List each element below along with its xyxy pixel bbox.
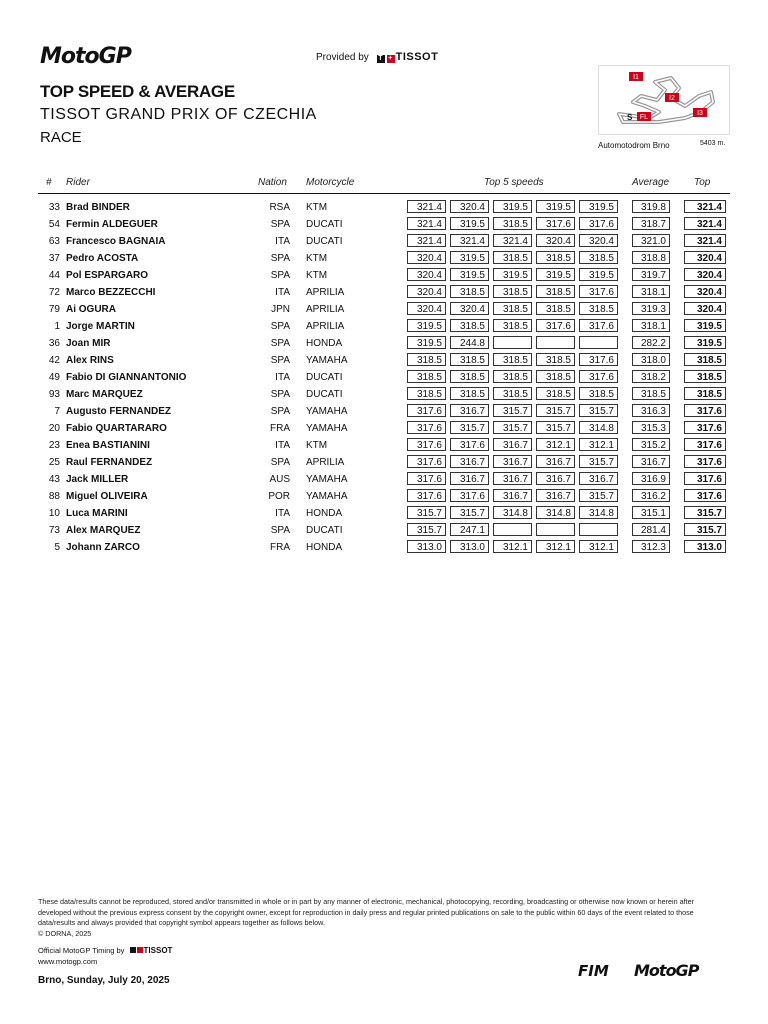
copyright: © DORNA, 2025 — [38, 928, 92, 938]
session-name: RACE — [40, 129, 82, 146]
motorcycle: APRILIA — [306, 304, 345, 315]
speed-cell: 315.7 — [536, 421, 575, 434]
speed-cell: 244.8 — [450, 336, 489, 349]
table-row — [0, 352, 768, 369]
speed-cell: 315.7 — [579, 489, 618, 502]
page-title: TOP SPEED & AVERAGE — [40, 82, 235, 101]
rider-name: Johann ZARCO — [66, 542, 140, 553]
rider-name: Brad BINDER — [66, 202, 130, 213]
speed-cell: 317.6 — [579, 370, 618, 383]
table-row — [0, 301, 768, 318]
average-speed: 315.3 — [632, 421, 670, 434]
fim-logo: FIM — [578, 962, 609, 980]
rider-nation: SPA — [270, 253, 290, 264]
rider-nation: AUS — [269, 474, 290, 485]
speed-cell: 314.8 — [579, 421, 618, 434]
col-average: Average — [632, 177, 670, 188]
speed-cell: 317.6 — [579, 319, 618, 332]
speed-cell: 316.7 — [493, 472, 532, 485]
motorcycle: KTM — [306, 440, 328, 451]
speed-cell — [579, 336, 618, 349]
speed-cell: 316.7 — [579, 472, 618, 485]
rider-number: 42 — [48, 355, 60, 366]
speed-cell: 314.8 — [536, 506, 575, 519]
rider-nation: SPA — [270, 406, 290, 417]
rider-number: 54 — [48, 219, 60, 230]
timing-label: Official MotoGP Timing by — [38, 946, 125, 955]
speed-cell: 315.7 — [493, 404, 532, 417]
top-speed: 320.4 — [684, 251, 726, 264]
motorcycle: DUCATI — [306, 525, 343, 536]
speed-cell: 318.5 — [407, 353, 446, 366]
speed-cell: 320.4 — [536, 234, 575, 247]
speed-cell: 317.6 — [579, 353, 618, 366]
average-speed: 312.3 — [632, 540, 670, 553]
speed-cell: 314.8 — [579, 506, 618, 519]
rider-number: 20 — [48, 423, 60, 434]
table-row — [0, 454, 768, 471]
table-row — [0, 199, 768, 216]
top-speed: 317.6 — [684, 455, 726, 468]
track-label-i1: I1 — [633, 74, 639, 81]
top-speed: 317.6 — [684, 472, 726, 485]
average-speed: 316.2 — [632, 489, 670, 502]
rider-number: 5 — [54, 542, 60, 553]
motorcycle: DUCATI — [306, 389, 343, 400]
rider-name: Marco BEZZECCHI — [66, 287, 156, 298]
rider-name: Francesco BAGNAIA — [66, 236, 166, 247]
header-divider — [38, 193, 730, 194]
col-top5: Top 5 speeds — [484, 177, 544, 188]
speed-cell: 317.6 — [579, 217, 618, 230]
speed-cell: 316.7 — [536, 472, 575, 485]
speed-cell: 321.4 — [407, 234, 446, 247]
average-speed: 319.3 — [632, 302, 670, 315]
speed-cell: 319.5 — [579, 200, 618, 213]
speed-cell: 318.5 — [536, 251, 575, 264]
rider-number: 36 — [48, 338, 60, 349]
speed-cell: 317.6 — [407, 455, 446, 468]
speed-cell — [536, 523, 575, 536]
rider-number: 10 — [48, 508, 60, 519]
rider-number: 7 — [54, 406, 60, 417]
speed-cell: 318.5 — [450, 319, 489, 332]
average-speed: 318.1 — [632, 285, 670, 298]
rider-name: Alex MARQUEZ — [66, 525, 141, 536]
speed-cell: 315.7 — [579, 455, 618, 468]
motorcycle: APRILIA — [306, 457, 345, 468]
speed-cell: 315.7 — [407, 523, 446, 536]
speed-cell: 318.5 — [450, 370, 489, 383]
speed-cell: 317.6 — [407, 472, 446, 485]
rider-number: 88 — [48, 491, 60, 502]
speed-cell — [579, 523, 618, 536]
rider-nation: POR — [268, 491, 290, 502]
track-label-i2: I2 — [669, 95, 675, 102]
circuit-name: Automotodrom Brno — [598, 141, 670, 150]
average-speed: 316.9 — [632, 472, 670, 485]
provided-by — [316, 51, 438, 63]
top-speed: 321.4 — [684, 234, 726, 247]
motorcycle: YAMAHA — [306, 423, 348, 434]
rider-number: 43 — [48, 474, 60, 485]
speed-cell: 321.4 — [407, 217, 446, 230]
rider-name: Pedro ACOSTA — [66, 253, 139, 264]
motorcycle: YAMAHA — [306, 491, 348, 502]
rider-number: 63 — [48, 236, 60, 247]
rider-nation: SPA — [270, 219, 290, 230]
average-speed: 319.8 — [632, 200, 670, 213]
top-speed: 318.5 — [684, 370, 726, 383]
rider-number: 73 — [48, 525, 60, 536]
tissot-mark-icon: T — [378, 55, 383, 62]
speed-cell: 318.5 — [493, 302, 532, 315]
table-row — [0, 250, 768, 267]
speed-cell: 317.6 — [536, 319, 575, 332]
average-speed: 318.5 — [632, 387, 670, 400]
speed-cell: 317.6 — [407, 438, 446, 451]
table-row — [0, 216, 768, 233]
motorcycle: APRILIA — [306, 287, 345, 298]
col-nation: Nation — [258, 177, 287, 188]
speed-cell: 315.7 — [493, 421, 532, 434]
average-speed: 316.7 — [632, 455, 670, 468]
rider-nation: SPA — [270, 355, 290, 366]
speed-cell: 317.6 — [407, 421, 446, 434]
motogp-footer-logo: MotoGP — [634, 961, 699, 980]
timing-sponsor: TISSOT — [130, 946, 173, 955]
speed-cell: 318.5 — [536, 285, 575, 298]
tissot-cross-icon: + — [388, 55, 393, 62]
speed-cell: 318.5 — [493, 217, 532, 230]
top-speed: 317.6 — [684, 438, 726, 451]
event-date: Brno, Sunday, July 20, 2025 — [38, 975, 170, 986]
motogp-logo: MotoGP — [40, 44, 131, 69]
rider-nation: FRA — [270, 542, 290, 553]
rider-number: 33 — [48, 202, 60, 213]
circuit-length: 5403 m. — [700, 140, 726, 147]
speed-cell: 318.5 — [493, 285, 532, 298]
rider-number: 44 — [48, 270, 60, 281]
speed-cell: 312.1 — [579, 540, 618, 553]
average-speed: 318.2 — [632, 370, 670, 383]
speed-cell: 321.4 — [493, 234, 532, 247]
speed-cell: 315.7 — [450, 421, 489, 434]
speed-cell: 317.6 — [536, 217, 575, 230]
rider-name: Alex RINS — [66, 355, 114, 366]
official-timing — [38, 946, 172, 955]
rider-number: 49 — [48, 372, 60, 383]
disclaimer — [38, 897, 728, 939]
top-speed: 321.4 — [684, 200, 726, 213]
table-row — [0, 369, 768, 386]
rider-name: Miguel OLIVEIRA — [66, 491, 148, 502]
rider-name: Jack MILLER — [66, 474, 129, 485]
table-row — [0, 386, 768, 403]
tissot-logo: T + TISSOT — [378, 51, 439, 63]
speed-cell: 312.1 — [536, 540, 575, 553]
top-speed: 319.5 — [684, 319, 726, 332]
rider-nation: ITA — [275, 508, 290, 519]
col-num: # — [46, 177, 52, 188]
motorcycle: YAMAHA — [306, 406, 348, 417]
disclaimer-text: These data/results cannot be reproduced, stored and/or transmitted in whole or in part by any manner of electronic, mechanical, photocopying, recording, broadcasting or otherwise now known or herein after developed without the previous express consent by the copyright owner, except for reproduction in daily press and regular printed publications on sale to the public within 60 days of the event related to those data/results and always provided that copyright symbol appears together as follows below. — [38, 897, 695, 927]
speed-cell: 318.5 — [450, 353, 489, 366]
rider-nation: ITA — [275, 440, 290, 451]
speed-cell: 316.7 — [450, 455, 489, 468]
rider-name: Jorge MARTIN — [66, 321, 135, 332]
rider-nation: SPA — [270, 389, 290, 400]
motorcycle: APRILIA — [306, 321, 345, 332]
speed-cell: 317.6 — [407, 404, 446, 417]
average-speed: 281.4 — [632, 523, 670, 536]
speed-cell: 318.5 — [579, 302, 618, 315]
table-row — [0, 539, 768, 556]
speed-cell — [536, 336, 575, 349]
top-speed: 317.6 — [684, 404, 726, 417]
speed-cell: 313.0 — [407, 540, 446, 553]
speed-cell: 314.8 — [493, 506, 532, 519]
speed-cell: 321.4 — [450, 234, 489, 247]
speed-cell: 315.7 — [450, 506, 489, 519]
motorcycle: HONDA — [306, 338, 343, 349]
average-speed: 318.0 — [632, 353, 670, 366]
speed-cell: 312.1 — [579, 438, 618, 451]
motorcycle: HONDA — [306, 542, 343, 553]
speed-cell: 318.5 — [407, 370, 446, 383]
rider-number: 37 — [48, 253, 60, 264]
rider-number: 72 — [48, 287, 60, 298]
rider-nation: SPA — [270, 270, 290, 281]
top-speed: 321.4 — [684, 217, 726, 230]
average-speed: 319.7 — [632, 268, 670, 281]
speed-cell: 319.5 — [407, 319, 446, 332]
speed-cell: 320.4 — [407, 302, 446, 315]
speed-cell: 318.5 — [493, 387, 532, 400]
table-row — [0, 318, 768, 335]
table-row — [0, 267, 768, 284]
rider-name: Enea BASTIANINI — [66, 440, 150, 451]
speed-cell: 319.5 — [407, 336, 446, 349]
speed-cell: 320.4 — [407, 285, 446, 298]
speed-cell: 316.7 — [493, 455, 532, 468]
table-row — [0, 233, 768, 250]
table-row — [0, 488, 768, 505]
speed-cell: 320.4 — [407, 251, 446, 264]
rider-name: Augusto FERNANDEZ — [66, 406, 171, 417]
table-row — [0, 403, 768, 420]
top-speed: 320.4 — [684, 268, 726, 281]
speed-cell: 318.5 — [536, 387, 575, 400]
speed-cell: 316.7 — [536, 489, 575, 502]
motorcycle: YAMAHA — [306, 355, 348, 366]
speed-cell: 319.5 — [493, 200, 532, 213]
top-speed: 320.4 — [684, 302, 726, 315]
rider-nation: ITA — [275, 372, 290, 383]
speed-cell: 320.4 — [407, 268, 446, 281]
motorcycle: KTM — [306, 202, 328, 213]
speed-cell: 318.5 — [493, 370, 532, 383]
rider-nation: ITA — [275, 287, 290, 298]
motorcycle: DUCATI — [306, 219, 343, 230]
average-speed: 318.8 — [632, 251, 670, 264]
motorcycle: KTM — [306, 270, 328, 281]
speed-cell: 319.5 — [536, 200, 575, 213]
speed-cell: 318.5 — [579, 251, 618, 264]
average-speed: 282.2 — [632, 336, 670, 349]
rider-nation: SPA — [270, 457, 290, 468]
rider-nation: SPA — [270, 338, 290, 349]
table-row — [0, 522, 768, 539]
speed-cell: 319.5 — [450, 217, 489, 230]
speed-cell: 316.7 — [450, 404, 489, 417]
rider-number: 79 — [48, 304, 60, 315]
speed-cell: 320.4 — [450, 200, 489, 213]
speed-cell: 247.1 — [450, 523, 489, 536]
top-speed: 320.4 — [684, 285, 726, 298]
rider-nation: SPA — [270, 525, 290, 536]
rider-name: Joan MIR — [66, 338, 111, 349]
rider-number: 1 — [54, 321, 60, 332]
rider-name: Luca MARINI — [66, 508, 128, 519]
speed-cell: 312.1 — [493, 540, 532, 553]
speed-cell: 317.6 — [450, 489, 489, 502]
speed-cell: 318.5 — [536, 370, 575, 383]
track-label-fl: FL — [639, 114, 649, 121]
speed-cell: 315.7 — [407, 506, 446, 519]
speed-cell: 318.5 — [407, 387, 446, 400]
rider-name: Marc MARQUEZ — [66, 389, 143, 400]
speed-cell: 317.6 — [450, 438, 489, 451]
top-speed: 317.6 — [684, 421, 726, 434]
speed-cell: 313.0 — [450, 540, 489, 553]
col-top: Top — [694, 177, 711, 188]
table-row — [0, 437, 768, 454]
speed-cell: 318.5 — [493, 251, 532, 264]
track-outline-icon — [599, 66, 729, 134]
table-row — [0, 471, 768, 488]
speed-cell: 315.7 — [536, 404, 575, 417]
speed-cell: 319.5 — [450, 251, 489, 264]
top-speed: 315.7 — [684, 523, 726, 536]
speed-cell: 319.5 — [536, 268, 575, 281]
speed-cell: 312.1 — [536, 438, 575, 451]
speed-cell: 316.7 — [493, 489, 532, 502]
motorcycle: HONDA — [306, 508, 343, 519]
top-speed: 315.7 — [684, 506, 726, 519]
top-speed: 318.5 — [684, 387, 726, 400]
average-speed: 315.2 — [632, 438, 670, 451]
motorcycle: DUCATI — [306, 236, 343, 247]
average-speed: 321.0 — [632, 234, 670, 247]
speed-cell: 315.7 — [579, 404, 618, 417]
rider-name: Ai OGURA — [66, 304, 116, 315]
speed-cell: 318.5 — [450, 387, 489, 400]
speed-cell: 316.7 — [536, 455, 575, 468]
speed-cell: 318.5 — [493, 353, 532, 366]
speed-cell: 318.5 — [450, 285, 489, 298]
speed-cell: 318.5 — [536, 302, 575, 315]
rider-nation: FRA — [270, 423, 290, 434]
rider-nation: SPA — [270, 321, 290, 332]
rider-name: Pol ESPARGARO — [66, 270, 149, 281]
top-speed: 318.5 — [684, 353, 726, 366]
motorcycle: YAMAHA — [306, 474, 348, 485]
track-label-s: S — [627, 113, 633, 122]
speed-cell: 318.5 — [493, 319, 532, 332]
speed-cell: 316.7 — [493, 438, 532, 451]
speed-cell: 319.5 — [493, 268, 532, 281]
top-speed: 313.0 — [684, 540, 726, 553]
motorcycle: KTM — [306, 253, 328, 264]
average-speed: 318.1 — [632, 319, 670, 332]
speed-cell: 319.5 — [450, 268, 489, 281]
speed-cell: 321.4 — [407, 200, 446, 213]
rider-nation: ITA — [275, 236, 290, 247]
rider-name: Fabio DI GIANNANTONIO — [66, 372, 187, 383]
rider-name: Fabio QUARTARARO — [66, 423, 167, 434]
col-rider: Rider — [66, 177, 90, 188]
rider-number: 93 — [48, 389, 60, 400]
speed-cell: 320.4 — [450, 302, 489, 315]
speed-cell — [493, 523, 532, 536]
speed-cell: 319.5 — [579, 268, 618, 281]
speed-cell: 318.5 — [536, 353, 575, 366]
rider-number: 25 — [48, 457, 60, 468]
top-speed: 317.6 — [684, 489, 726, 502]
event-name: TISSOT GRAND PRIX OF CZECHIA — [40, 106, 317, 123]
table-row — [0, 335, 768, 352]
provided-by-label: Provided by — [316, 52, 369, 63]
col-motorcycle: Motorcycle — [306, 177, 355, 188]
table-row — [0, 420, 768, 437]
table-row — [0, 505, 768, 522]
rider-name: Raul FERNANDEZ — [66, 457, 153, 468]
speed-cell: 318.5 — [579, 387, 618, 400]
rider-name: Fermin ALDEGUER — [66, 219, 158, 230]
top-speed: 319.5 — [684, 336, 726, 349]
speed-cell: 317.6 — [579, 285, 618, 298]
website-link[interactable]: www.motogp.com — [38, 957, 98, 966]
motorcycle: DUCATI — [306, 372, 343, 383]
table-row — [0, 284, 768, 301]
speed-cell: 320.4 — [579, 234, 618, 247]
rider-nation: RSA — [269, 202, 290, 213]
speed-cell: 316.7 — [450, 472, 489, 485]
track-map — [598, 65, 730, 135]
rider-nation: JPN — [271, 304, 290, 315]
speed-cell: 317.6 — [407, 489, 446, 502]
average-speed: 315.1 — [632, 506, 670, 519]
track-label-i3: I3 — [697, 110, 703, 117]
rider-number: 23 — [48, 440, 60, 451]
average-speed: 316.3 — [632, 404, 670, 417]
average-speed: 318.7 — [632, 217, 670, 230]
speed-cell — [493, 336, 532, 349]
